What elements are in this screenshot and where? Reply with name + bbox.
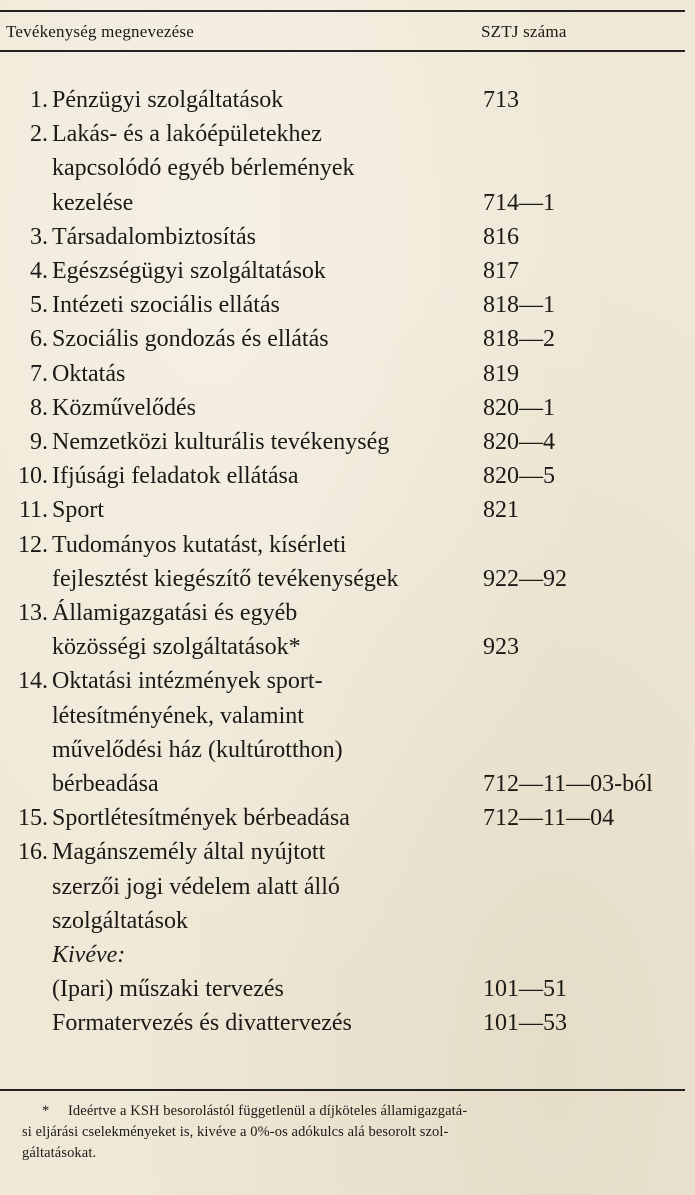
column-header-activity: Tevékenység megnevezése <box>6 22 194 41</box>
table-row <box>0 493 695 527</box>
row-number: 16. <box>18 839 48 866</box>
activity-name: Tudományos kutatást, kísérleti <box>52 531 347 558</box>
table-row <box>0 391 695 425</box>
row-number: 1. <box>30 87 48 113</box>
activity-name: szerzői jogi védelem alatt álló <box>52 873 340 900</box>
activity-name: Szociális gondozás és ellátás <box>52 326 329 353</box>
row-number: 7. <box>30 360 48 387</box>
sztj-code: 820—1 <box>483 394 555 421</box>
sztj-code: 712—11—03-ból <box>483 771 653 797</box>
sztj-code: 819 <box>483 360 519 387</box>
sztj-code: 101—53 <box>483 1010 567 1037</box>
activity-name: Oktatás <box>52 360 126 387</box>
activity-name: kapcsolódó egyéb bérlemények <box>52 155 355 182</box>
bottom-rule <box>0 1089 685 1091</box>
table-row <box>0 220 695 254</box>
table-row <box>0 254 695 288</box>
activity-name: Magánszemély által nyújtott <box>52 839 326 866</box>
footnote-marker: * <box>42 1103 50 1119</box>
activity-name: fejlesztést kiegészítő tevékenységek <box>52 565 399 592</box>
activity-name: Nemzetközi kulturális tevékenység <box>52 429 390 455</box>
sztj-code: 821 <box>483 497 519 524</box>
top-rule <box>0 10 685 12</box>
header-rule <box>0 50 685 52</box>
activity-name: Kivéve: <box>52 942 126 968</box>
sztj-code: 714—1 <box>483 189 555 216</box>
sztj-code: 820—4 <box>483 429 555 455</box>
row-number: 9. <box>30 429 48 455</box>
table-row <box>0 664 695 698</box>
table-row <box>0 972 695 1006</box>
sztj-code: 817 <box>483 258 519 284</box>
activity-name: művelődési ház (kultúrotthon) <box>52 736 343 763</box>
table-row <box>0 357 695 391</box>
row-number: 2. <box>30 121 48 148</box>
sztj-code: 712—11—04 <box>483 805 615 832</box>
footnote-line: Ideértve a KSH besorolástól függetlenül a díjköteles államigazgatá- <box>68 1103 468 1119</box>
sztj-code: 816 <box>483 223 519 250</box>
row-number: 10. <box>18 463 48 490</box>
activity-name: kezelése <box>52 189 134 216</box>
table-row <box>0 1006 695 1040</box>
footnote-line: gáltatásokat. <box>22 1145 97 1161</box>
table-row <box>0 630 695 664</box>
sztj-code: 818—1 <box>483 292 555 319</box>
activity-name: Lakás- és a lakóépületekhez <box>52 121 322 148</box>
table-row <box>0 835 695 869</box>
row-number: 13. <box>18 600 48 626</box>
row-number: 5. <box>30 292 48 319</box>
table-row <box>0 151 695 185</box>
footnote <box>22 1101 682 1164</box>
activity-name: szolgáltatások <box>52 907 188 934</box>
sztj-code: 713 <box>483 87 519 113</box>
table-row <box>0 83 695 117</box>
table-row <box>0 870 695 904</box>
table-row <box>0 425 695 459</box>
activity-name: (Ipari) műszaki tervezés <box>52 976 284 1003</box>
table-row <box>0 528 695 562</box>
sztj-code: 818—2 <box>483 326 555 353</box>
activity-name: Egészségügyi szolgáltatások <box>52 258 326 284</box>
table-row <box>0 801 695 835</box>
activity-name: Intézeti szociális ellátás <box>52 292 280 319</box>
activity-name: közösségi szolgáltatások* <box>52 634 301 661</box>
table-row <box>0 938 695 972</box>
table-row <box>0 322 695 356</box>
activity-name: Sportlétesítmények bérbeadása <box>52 805 350 832</box>
activity-name: Sport <box>52 497 105 524</box>
row-number: 4. <box>30 258 48 284</box>
activity-name: Közművelődés <box>52 394 196 421</box>
sztj-code: 923 <box>483 634 519 661</box>
activity-name: Államigazgatási és egyéb <box>52 600 298 626</box>
column-header-code: SZTJ száma <box>481 22 567 41</box>
activity-name: Oktatási intézmények sport- <box>52 668 323 695</box>
table-row <box>0 596 695 630</box>
table-row <box>0 459 695 493</box>
activity-name: Formatervezés és divattervezés <box>52 1010 352 1037</box>
table-row <box>0 733 695 767</box>
sztj-code: 922—92 <box>483 565 567 592</box>
table-row <box>0 288 695 322</box>
row-number: 6. <box>30 326 48 353</box>
activity-name: Társadalombiztosítás <box>52 223 256 250</box>
table-row <box>0 904 695 938</box>
row-number: 14. <box>18 668 48 695</box>
activity-name: Ifjúsági feladatok ellátása <box>52 463 299 490</box>
row-number: 8. <box>30 394 48 421</box>
row-number: 15. <box>18 805 48 832</box>
row-number: 11. <box>18 497 48 524</box>
activity-name: Pénzügyi szolgáltatások <box>52 87 284 113</box>
table-row <box>0 562 695 596</box>
table-row <box>0 117 695 151</box>
sztj-code: 101—51 <box>483 976 567 1003</box>
table-row <box>0 186 695 220</box>
row-number: 3. <box>30 223 48 250</box>
table-row <box>0 767 695 801</box>
activity-name: létesítményének, valamint <box>52 702 304 729</box>
sztj-code: 820—5 <box>483 463 555 490</box>
footnote-line: si eljárási cselekményeket is, kivéve a 0%-os adókulcs alá besorolt szol- <box>22 1124 449 1140</box>
table-row <box>0 699 695 733</box>
activity-name: bérbeadása <box>52 771 159 797</box>
row-number: 12. <box>18 531 48 558</box>
